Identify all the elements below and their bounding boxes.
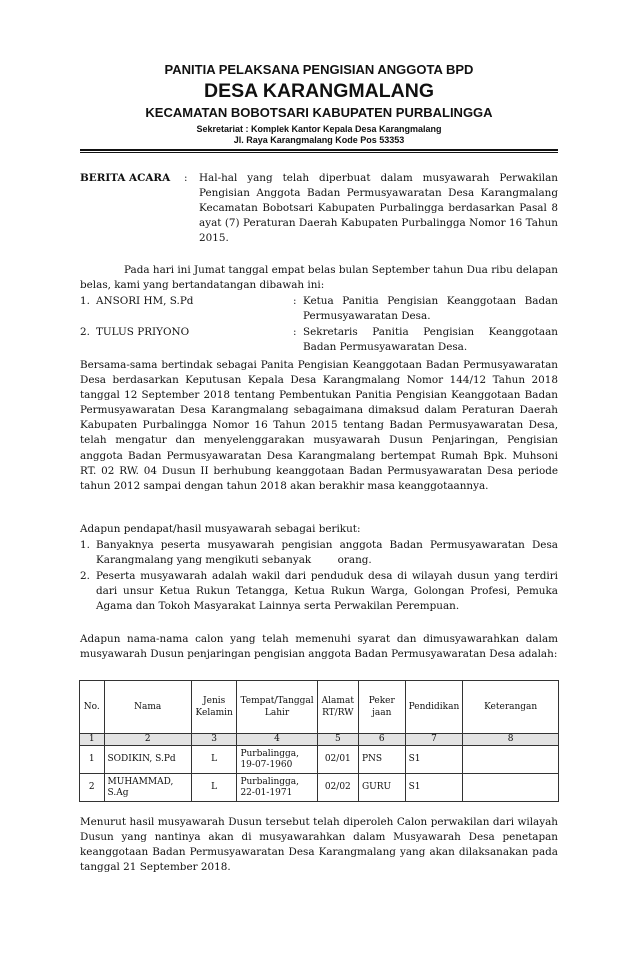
cell-alamat: 02/01	[317, 746, 358, 774]
header-nama: Nama	[104, 681, 191, 734]
result-number: 2.	[80, 570, 90, 582]
index-cell: 7	[405, 734, 463, 746]
index-cell: 8	[463, 734, 559, 746]
result-number: 1.	[80, 539, 90, 551]
cell-pendidikan: S1	[405, 774, 463, 802]
cell-alamat: 02/02	[317, 774, 358, 802]
letterhead-rule-thin	[80, 152, 558, 153]
cell-nama: MUHAMMAD, S.Ag	[104, 774, 191, 802]
berita-acara-text: Hal-hal yang telah diperbuat dalam musyawarah Perwakilan Pengisian Anggota Badan Permusyawaratan Desa Karangmalang Kecamatan Bobotsari Kabupaten Purbalingga berdasarkan Pasal 8 ayat (7) Peraturan Daerah Kabupaten Purbalingga Nomor 16 Tahun 2015.	[199, 172, 558, 245]
together-paragraph: Bersama-sama bertindak sebagai Panita Pengisian Keanggotaan Badan Permusyawaratan Desa berdasarkan Keputusan Kepala Desa Karangmalang Nomor 144/12 Tahun 2018 tanggal 12 September 2018 tentang Pembentukan Panitia Pengisian Keanggotaan Badan Permusyawaratan Desa Karangmalang sebagaimana dimaksud dalam Peraturan Daerah Kabupaten Purbalingga Nomor 16 Tahun 2015 tentang Badan Permusyawaratan Desa, telah mengatur dan menyelenggarakan musyawarah Dusun Penjaringan, Pengisian anggota Badan Permusyawaratan Desa Karangmalang bertempat Rumah Bpk. Muhsoni RT. 02 RW. 04 Dusun II berhubung keanggotaan Badan Permusyawaratan Desa periode tahun 2012 sampai dengan tahun 2018 akan berakhir masa keanggotaannya.	[80, 359, 558, 492]
result-text: Banyaknya peserta musyawarah pengisian anggota Badan Permusyawaratan Desa Karangmalang yang mengikuti sebanyak orang.	[96, 539, 562, 567]
index-cell: 1	[80, 734, 105, 746]
letterhead	[80, 62, 558, 146]
index-cell: 2	[104, 734, 191, 746]
closing-paragraph: Menurut hasil musyawarah Dusun tersebut telah diperoleh Calon perwakilan dari wilayah Dusun yang nantinya akan di musyawarahkan dalam Musyawarah Desa penetapan keanggotaan Badan Permusyawaratan Desa Karangmalang yang akan dilaksanakan pada tanggal 21 September 2018.	[80, 816, 558, 874]
cell-jk: L	[191, 774, 237, 802]
cell-ttl-date: 22-01-1971	[240, 787, 293, 798]
header-ttl: Tempat/Tanggal Lahir	[237, 681, 317, 734]
letterhead-district: KECAMATAN BOBOTSARI KABUPATEN PURBALINGGA	[145, 105, 493, 120]
cell-pekerjaan: PNS	[358, 746, 405, 774]
signatory-number: 2.	[80, 326, 90, 338]
cell-pekerjaan: GURU	[358, 774, 405, 802]
candidates-table	[79, 680, 559, 802]
table-header-row	[80, 681, 559, 734]
cell-jk: L	[191, 746, 237, 774]
results-intro: Adapun pendapat/hasil musyawarah sebagai berikut:	[80, 523, 361, 535]
cell-ttl-date: 19-07-1960	[240, 759, 293, 770]
cell-nama: SODIKIN, S.Pd	[104, 746, 191, 774]
table-index-row	[80, 734, 559, 746]
header-alamat: Alamat RT/RW	[317, 681, 358, 734]
berita-acara-colon: :	[184, 172, 188, 184]
signatory-colon: :	[293, 326, 297, 338]
header-no: No.	[80, 681, 105, 734]
cell-pendidikan: S1	[405, 746, 463, 774]
cell-ttl-place: Purbalingga,	[240, 776, 300, 787]
header-jenis-kelamin: Jenis Kelamin	[191, 681, 237, 734]
opening-paragraph: Pada hari ini Jumat tanggal empat belas bulan September tahun Dua ribu delapan belas, kami yang bertandatangan dibawah ini:	[80, 264, 558, 292]
index-cell: 4	[237, 734, 317, 746]
cell-keterangan	[463, 774, 559, 802]
result-text: Peserta musyawarah adalah wakil dari penduduk desa di wilayah dusun yang terdiri dari unsur Ketua Rukun Tetangga, Ketua Rukun Warga, Golongan Profesi, Pemuka Agama dan Tokoh Masyarakat Lainnya serta Perwakilan Perempuan.	[96, 570, 558, 613]
berita-acara-label: BERITA ACARA	[80, 172, 171, 184]
signatory-number: 1.	[80, 295, 90, 307]
letterhead-village: DESA KARANGMALANG	[203, 80, 435, 102]
signatory-name: ANSORI HM, S.Pd	[96, 295, 194, 307]
signatory-name: TULUS PRIYONO	[96, 326, 190, 338]
cell-no: 2	[80, 774, 105, 802]
header-pekerjaan: Peker jaan	[358, 681, 405, 734]
letterhead-secretariat: Sekretariat : Komplek Kantor Kepala Desa Karangmalang	[196, 124, 442, 134]
letterhead-address: Jl. Raya Karangmalang Kode Pos 53353	[233, 135, 405, 145]
letterhead-rule-thick	[80, 149, 558, 151]
candidates-intro: Adapun nama-nama calon yang telah memenuhi syarat dan dimusyawarahkan dalam musyawarah Dusun penjaringan pengisian anggota Badan Permusyawaratan Desa adalah:	[80, 633, 558, 661]
header-keterangan: Keterangan	[463, 681, 559, 734]
cell-ttl	[237, 774, 317, 802]
table-row	[80, 746, 559, 774]
signatory-role: Ketua Panitia Pengisian Keanggotaan Badan Permusyawaratan Desa.	[303, 295, 558, 323]
letterhead-committee: PANITIA PELAKSANA PENGISIAN ANGGOTA BPD	[164, 62, 474, 77]
signatory-role: Sekretaris Panitia Pengisian Keanggotaan Badan Permusyawaratan Desa.	[303, 326, 558, 354]
header-pendidikan: Pendidikan	[405, 681, 463, 734]
table-row	[80, 774, 559, 802]
index-cell: 6	[358, 734, 405, 746]
cell-ttl	[237, 746, 317, 774]
index-cell: 5	[317, 734, 358, 746]
cell-no: 1	[80, 746, 105, 774]
signatory-colon: :	[293, 295, 297, 307]
index-cell: 3	[191, 734, 237, 746]
cell-keterangan	[463, 746, 559, 774]
cell-ttl-place: Purbalingga,	[240, 748, 300, 759]
